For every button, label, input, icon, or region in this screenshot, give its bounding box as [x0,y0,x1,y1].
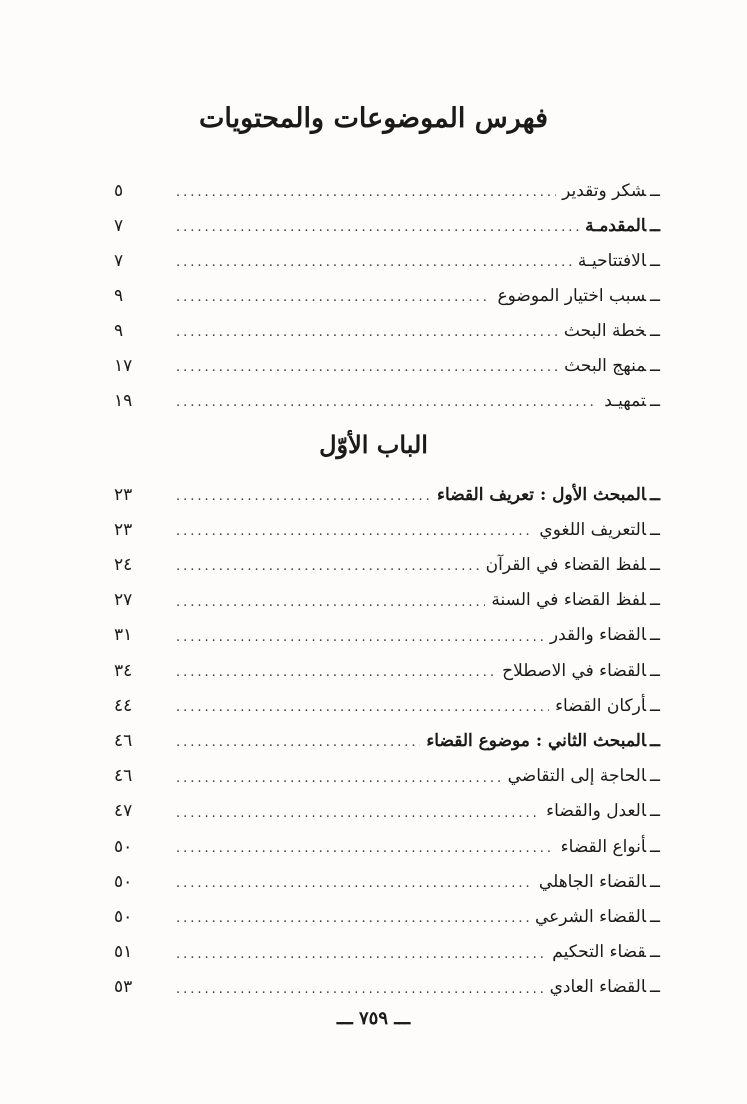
page-title: فهرس الموضوعات والمحتويات [199,103,548,134]
toc-entry [112,900,660,933]
dot-leader [176,489,431,504]
toc-entry-text: القضاء في الاصطلاح [502,660,647,681]
toc-entry-page: ٤٧ [114,801,133,822]
toc-entry [112,795,660,828]
dot-leader [176,325,558,340]
toc-entry-dash: ــ [650,519,660,540]
toc-entry-title [558,321,660,341]
toc-entry-text: قضاء التحكيم [552,942,647,963]
dot-leader [176,220,579,235]
dot-leader [176,360,558,375]
toc-entry-page: ٢٤ [114,554,133,575]
toc-entry-page: ٥٣ [114,977,133,998]
toc-entry-dash: ــ [650,730,660,751]
toc-entry [112,174,660,207]
toc-entry [112,724,660,757]
dot-leader [176,185,556,200]
dot-leader [176,982,544,997]
toc-entry-page: ٤٦ [114,766,133,787]
toc-entry-title [558,356,660,376]
dot-leader [176,395,598,410]
toc-entry-title [556,181,660,201]
section-title: الباب الأوّل [319,430,428,459]
toc-entry-page: ٢٧ [114,590,133,611]
toc-entry [112,971,660,1004]
toc-entry-dash: ــ [650,942,660,963]
toc-entry-page: ١٩ [114,390,133,411]
toc-entry-page: ٧ [114,215,124,236]
toc-entry-text: شكر وتقدير [562,180,647,201]
toc-entry-title [572,251,660,271]
toc-entry-title [533,872,660,892]
dot-leader [176,559,480,574]
toc-entry-title [579,216,660,236]
toc-entry-text: الافتتاحيـة [577,250,647,271]
toc-entry-title [549,696,660,716]
toc-entry-dash: ــ [650,625,660,646]
toc-entry-page: ٩ [114,285,124,306]
toc-entry-text: أنواع القضاء [560,836,647,857]
toc-entry [112,584,660,617]
toc-entry-title [496,661,660,681]
dot-leader [176,665,496,680]
toc-entry-dash: ــ [650,355,660,376]
toc-entry [112,865,660,898]
toc-entry-page: ٢٣ [114,519,133,540]
dot-leader [176,630,544,645]
toc-entry-title [533,520,660,540]
toc-entry-dash: ــ [650,180,660,201]
toc-entry [112,830,660,863]
toc-entry [112,548,660,581]
toc-entry [112,349,660,382]
toc-entry-dash: ــ [650,320,660,341]
toc-entry-page: ٥ [114,180,124,201]
toc-entry-title [598,391,660,411]
toc-entry-text: التعريف اللغوي [539,519,647,540]
toc-entry [112,279,660,312]
toc-entry-dash: ــ [650,801,660,822]
dot-leader [176,524,533,539]
toc-entry-title [540,801,660,821]
toc-entry [112,936,660,969]
toc-entry-title [431,485,660,505]
dot-leader [176,771,502,786]
toc-entry-title [485,590,660,610]
toc-entry-title [544,977,660,997]
toc-entry-page: ٩ [114,320,124,341]
toc-entry-dash: ــ [650,590,660,611]
dot-leader [176,735,420,750]
dot-leader [176,595,485,610]
toc-entry-title [480,555,660,575]
dot-leader [176,806,540,821]
toc-entry-page: ٤٤ [114,695,133,716]
toc-entry-page: ٥١ [114,942,133,963]
toc-entry-text: القضاء العادي [549,977,647,998]
toc-entry-text: خطة البحث [563,320,647,341]
toc-entry-dash: ــ [650,836,660,857]
toc-entry [112,619,660,652]
toc-entry [112,209,660,242]
toc-entry-dash: ــ [650,484,660,505]
toc-entry-title [491,286,660,306]
toc-entry-text: لفظ القضاء في السنة [491,590,647,611]
toc-entry-text: سبب اختيار الموضوع [497,285,647,306]
toc-entry-text: المبحث الثاني : موضوع القضاء [426,730,647,751]
toc-entry-text: لفظ القضاء في القرآن [485,554,647,575]
dot-leader [176,290,491,305]
toc-entry-dash: ــ [650,554,660,575]
dot-leader [176,841,555,856]
dot-leader [176,876,533,891]
toc-entry-dash: ــ [650,695,660,716]
toc-entry-dash: ــ [650,285,660,306]
toc-entry-text: المقدمـة [585,215,647,236]
toc-entry-title [546,942,660,962]
toc-entry [112,384,660,417]
toc-entry-title [544,625,660,645]
toc-entry-page: ٤٦ [114,730,133,751]
toc-entry [112,689,660,722]
toc-entry-text: منهج البحث [564,355,647,376]
toc-entry-page: ٥٠ [114,906,133,927]
dot-leader [176,911,529,926]
toc-entry-dash: ــ [650,215,660,236]
toc-entry-dash: ــ [650,871,660,892]
toc-entry-title [420,731,660,751]
toc-entry-page: ٧ [114,250,124,271]
toc-entry [112,244,660,277]
toc-entry-text: القضاء الشرعي [534,906,647,927]
toc-entry-page: ٥٠ [114,871,133,892]
dot-leader [176,255,572,270]
toc-entry [112,654,660,687]
toc-entry-page: ٣١ [114,625,133,646]
dot-leader [176,700,549,715]
toc-entry-dash: ــ [650,250,660,271]
toc-entry-dash: ــ [650,660,660,681]
toc-entry-title [529,907,660,927]
toc-entry-text: المبحث الأول : تعريف القضاء [437,484,647,505]
toc-entry-title [502,766,660,786]
toc-entry-dash: ــ [650,906,660,927]
toc-entry-text: القضاء والقدر [549,625,647,646]
toc-entry [112,314,660,347]
toc-entry [112,478,660,511]
toc-entry-dash: ــ [650,766,660,787]
toc-entry-text: الحاجة إلى التقاضي [507,766,647,787]
toc-entry [112,760,660,793]
toc-entry-page: ١٧ [114,355,133,376]
toc-entry-dash: ــ [650,390,660,411]
toc-entry-page: ٢٣ [114,484,133,505]
dot-leader [176,947,546,962]
toc-entry-text: القضاء الجاهلي [538,871,647,892]
toc-entry-text: أركان القضاء [555,695,647,716]
toc-entry [112,513,660,546]
toc-entry-text: العدل والقضاء [546,801,647,822]
toc-entry-page: ٣٤ [114,660,133,681]
toc-entry-title [555,837,660,857]
toc-entry-text: تمهيـد [604,390,647,411]
toc-entry-page: ٥٠ [114,836,133,857]
toc-entry-dash: ــ [650,977,660,998]
page-number: ـــ ٧٥٩ ـــ [336,1008,411,1029]
